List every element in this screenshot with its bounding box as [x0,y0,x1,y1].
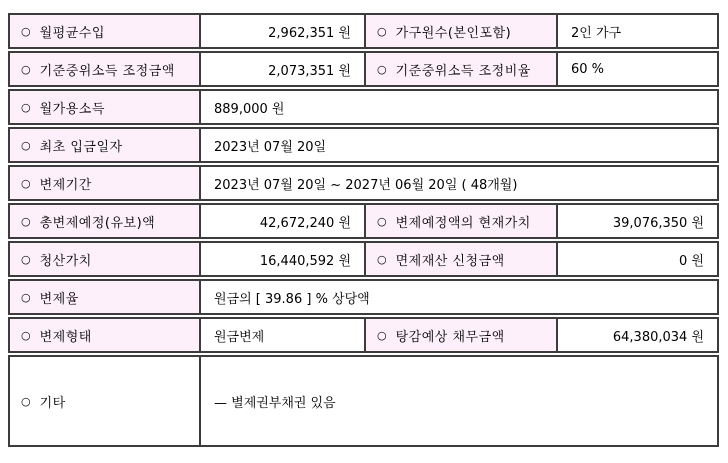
value-repayment-type: 원금변제 [199,319,364,351]
row-label-present-value [364,205,556,237]
table-row [8,279,719,315]
label-text: 변제예정액의 현재가치 [395,215,531,231]
label-text: 총변제예정(유보)액 [39,215,156,231]
circle-bullet-icon: ○ [21,62,31,76]
label-text: 변제율 [39,291,79,307]
circle-bullet-icon: ○ [21,394,31,408]
value-total-planned-repayment: 42,672,240 원 [199,205,364,237]
value-first-deposit-date: 2023년 07월 20일 [199,129,717,161]
value-exempt-property: 0 원 [556,243,717,275]
row-label-etc [10,357,199,445]
label-text: 월평균수입 [39,25,105,41]
value-present-value: 39,076,350 원 [556,205,717,237]
circle-bullet-icon: ○ [377,328,387,342]
label-text: 변제형태 [39,329,92,345]
value-monthly-income: 2,962,351 원 [199,15,364,47]
circle-bullet-icon: ○ [377,214,387,228]
label-text: 월가용소득 [39,101,105,117]
label-text: 기준중위소득 조정금액 [39,63,175,79]
row-label-median-income-ratio [364,53,556,85]
table-row [8,127,719,163]
value-median-income-amount: 2,073,351 원 [199,53,364,85]
table-row [8,13,719,49]
label-text: 기타 [39,395,66,411]
row-label-repayment-type [10,319,199,351]
label-text: 면제재산 신청금액 [395,253,505,269]
repayment-plan-table [8,13,719,449]
table-row [8,241,719,277]
row-label-total-planned-repayment [10,205,199,237]
label-text: 탕감예상 채무금액 [395,329,505,345]
circle-bullet-icon: ○ [21,176,31,190]
value-median-income-ratio: 60 % [556,53,717,85]
label-text: 청산가치 [39,253,92,269]
circle-bullet-icon: ○ [377,24,387,38]
circle-bullet-icon: ○ [21,138,31,152]
table-row [8,203,719,239]
value-liquidation-value: 16,440,592 원 [199,243,364,275]
value-etc: — 별제권부채권 있음 [199,357,717,445]
value-expected-debt-relief: 64,380,034 원 [556,319,717,351]
table-row [8,355,719,447]
value-repayment-period: 2023년 07월 20일 ~ 2027년 06월 20일 ( 48개월) [199,167,717,199]
table-row [8,51,719,87]
table-row [8,317,719,353]
row-label-exempt-property [364,243,556,275]
circle-bullet-icon: ○ [21,328,31,342]
label-text: 최초 입금일자 [39,139,123,155]
row-label-disposable-income [10,91,199,123]
circle-bullet-icon: ○ [377,62,387,76]
value-repayment-rate: 원금의 [ 39.86 ] % 상당액 [199,281,717,313]
row-label-liquidation-value [10,243,199,275]
label-text: 가구원수(본인포함) [395,25,512,41]
circle-bullet-icon: ○ [21,24,31,38]
circle-bullet-icon: ○ [21,214,31,228]
label-text: 기준중위소득 조정비율 [395,63,531,79]
value-household-size: 2인 가구 [556,15,717,47]
circle-bullet-icon: ○ [21,252,31,266]
row-label-repayment-period [10,167,199,199]
circle-bullet-icon: ○ [21,100,31,114]
row-label-median-income-amount [10,53,199,85]
row-label-household-size [364,15,556,47]
value-disposable-income: 889,000 원 [199,91,717,123]
row-label-expected-debt-relief [364,319,556,351]
circle-bullet-icon: ○ [377,252,387,266]
label-text: 변제기간 [39,177,92,193]
table-row [8,165,719,201]
circle-bullet-icon: ○ [21,290,31,304]
table-row [8,89,719,125]
row-label-first-deposit-date [10,129,199,161]
row-label-repayment-rate [10,281,199,313]
row-label-monthly-income [10,15,199,47]
